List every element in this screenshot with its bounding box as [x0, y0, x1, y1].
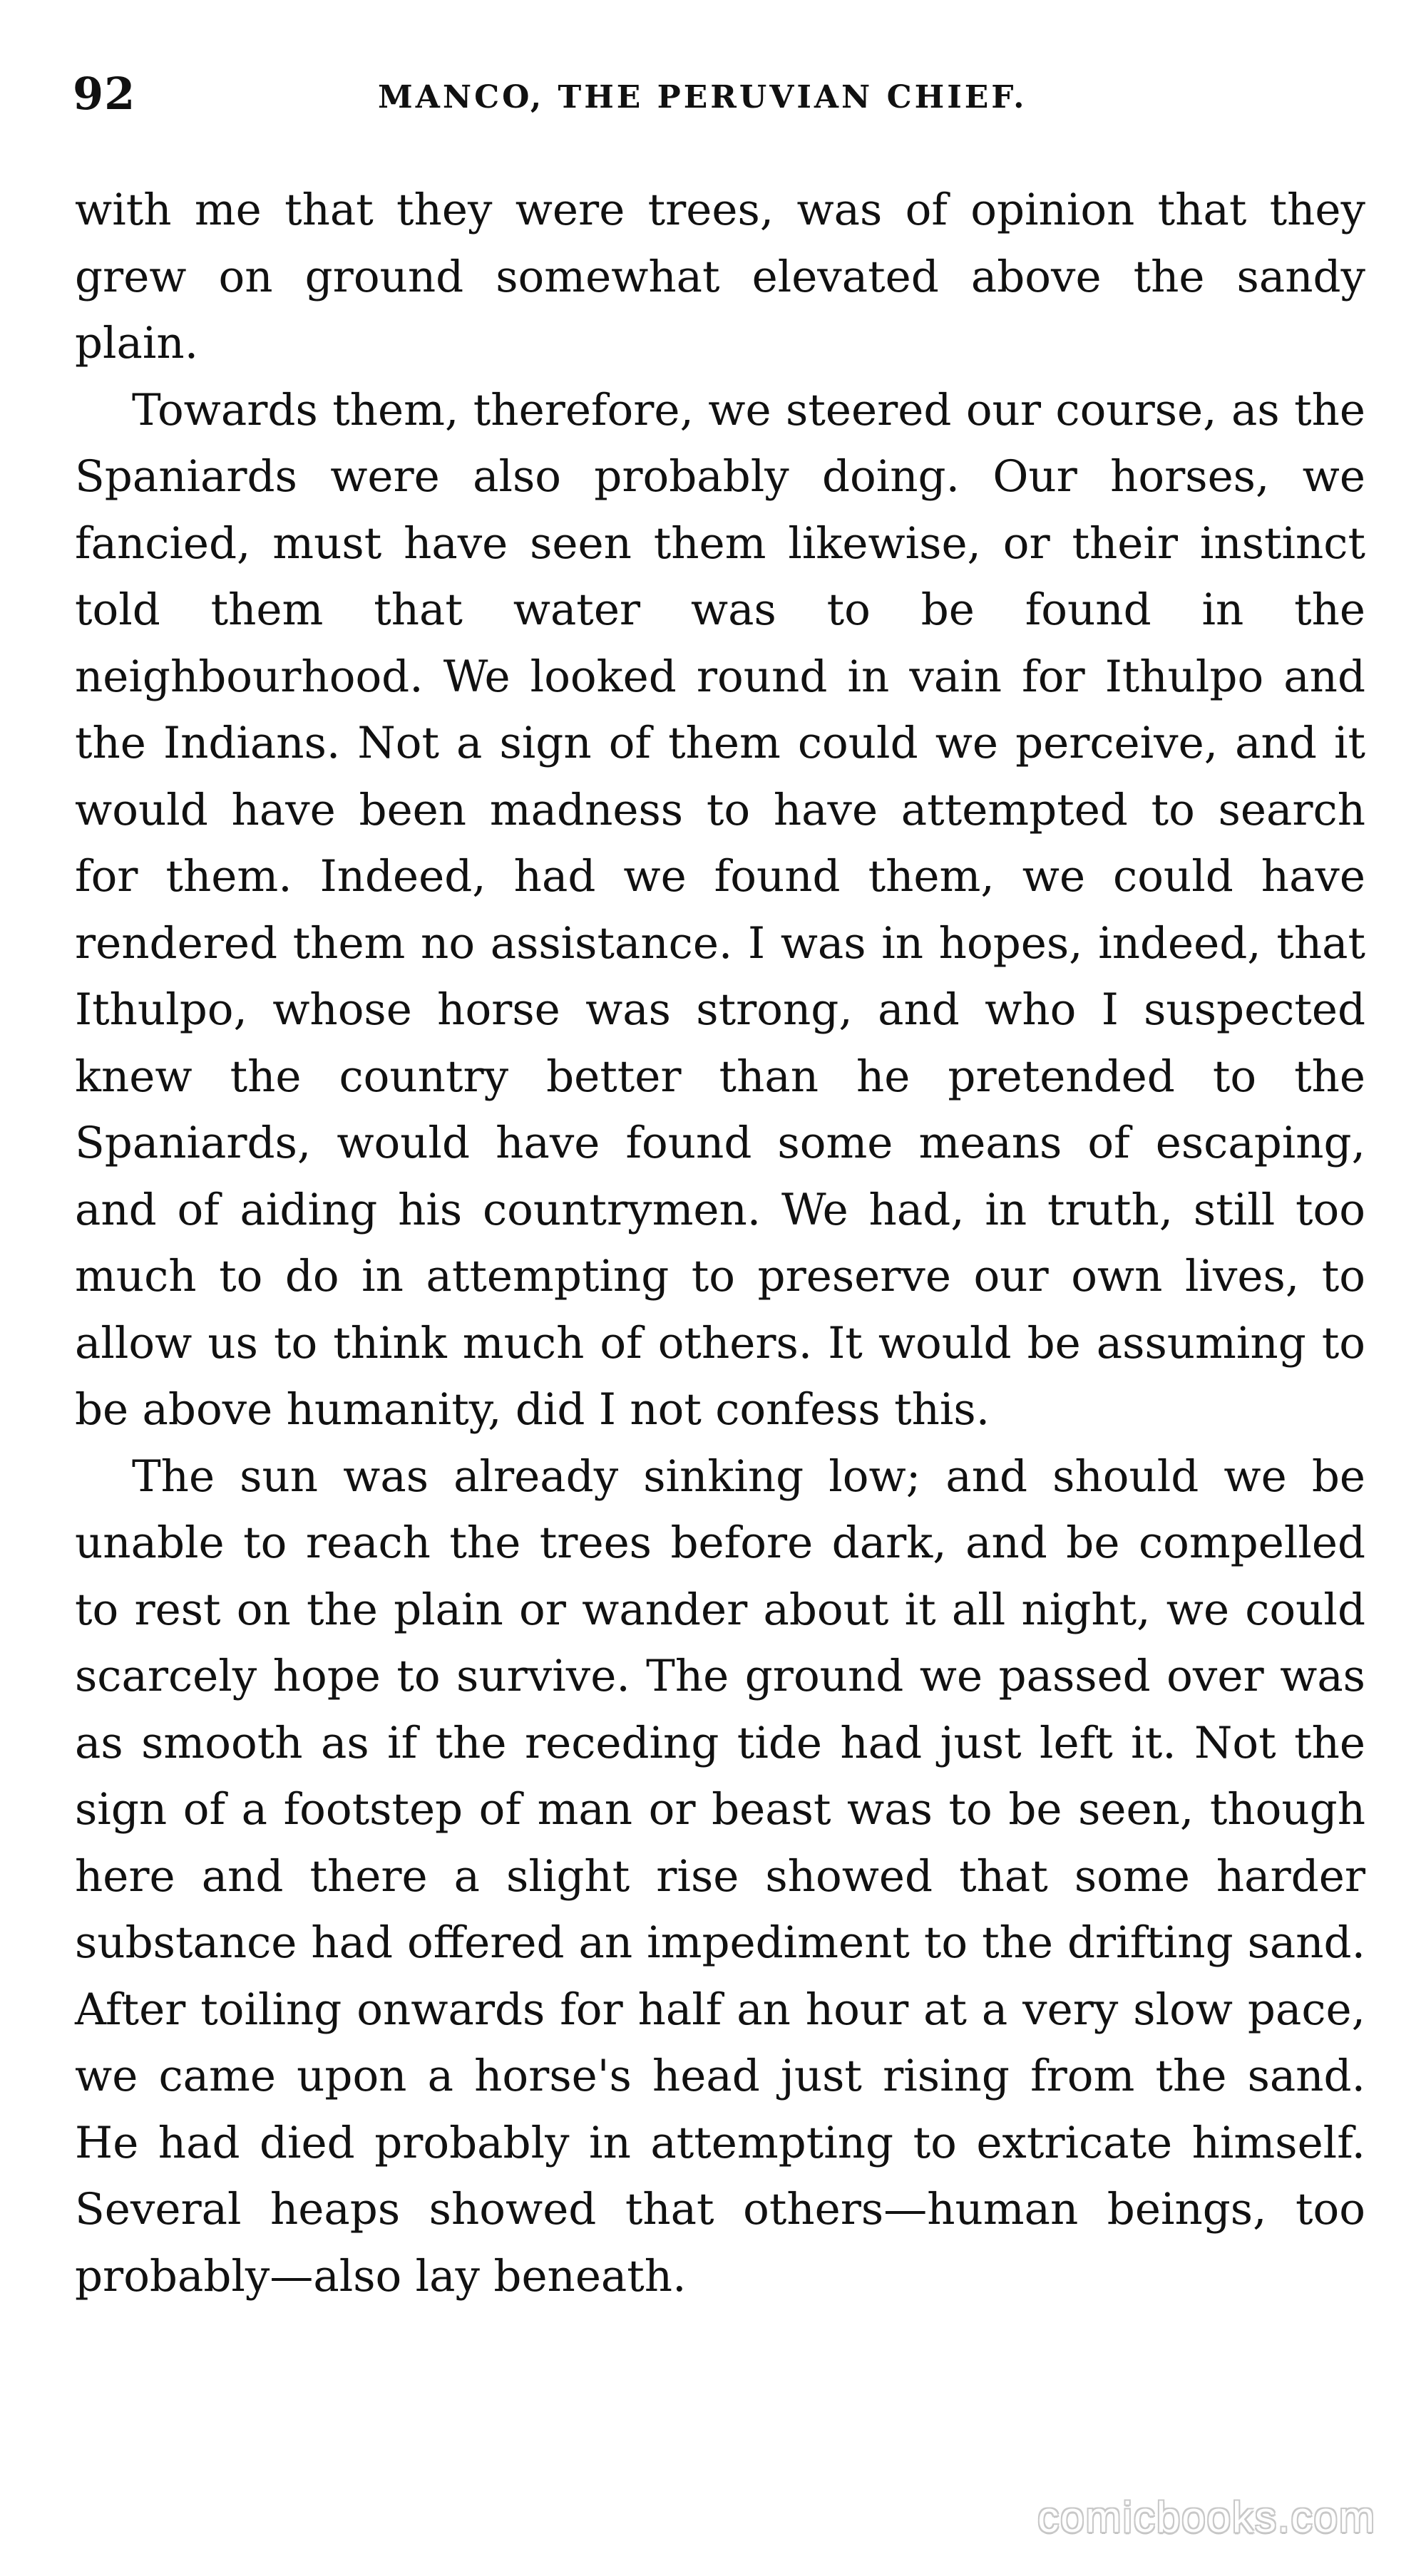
running-head: MANCO, THE PERUVIAN CHIEF. [378, 79, 1027, 115]
page-number: 92 [73, 68, 136, 120]
paragraph-continuation: with me that they were trees, was of opinion that they grew on ground somewhat elevated above the sandy plain. [75, 185, 1365, 369]
watermark: comicbooks.com [1037, 2493, 1376, 2541]
paragraph: Towards them, therefore, we steered our course, as the Spaniards were also probably doing. Our horses, we fancied, must have seen them likewise, or their instinct told them that water was to be found in the neighbourhood. We looked round in vain for Ithulpo and the Indians. Not a sign of them could we perceive, and it would have been madness to have attempted to search for them. Indeed, had we found them, we could have rendered them no assistance. I was in hopes, indeed, that Ithulpo, whose horse was strong, and who I suspected knew the country better than he pretended to the Spaniards, would have found some means of escaping, and of aiding his countrymen. We had, in truth, still too much to do in attempting to preserve our own lives, to allow us to think much of others. It would be assuming to be above humanity, did I not confess this. [75, 384, 1365, 1435]
paragraph: The sun was already sinking low; and should we be unable to reach the trees before dark, and be compelled to rest on the plain or wander about it all night, we could scarcely hope to survive. The ground we passed over was as smooth as if the receding tide had just left it. Not the sign of a footstep of man or beast was to be seen, though here and there a slight rise showed that some harder substance had offered an impediment to the drifting sand. After toiling onwards for half an hour at a very slow pace, we came upon a horse's head just rising from the sand. He had died probably in attempting to extricate himself. Several heaps showed that others—human beings, too probably—also lay beneath. [75, 1451, 1365, 2302]
page-header [73, 68, 1370, 132]
body-text [75, 177, 1365, 2309]
